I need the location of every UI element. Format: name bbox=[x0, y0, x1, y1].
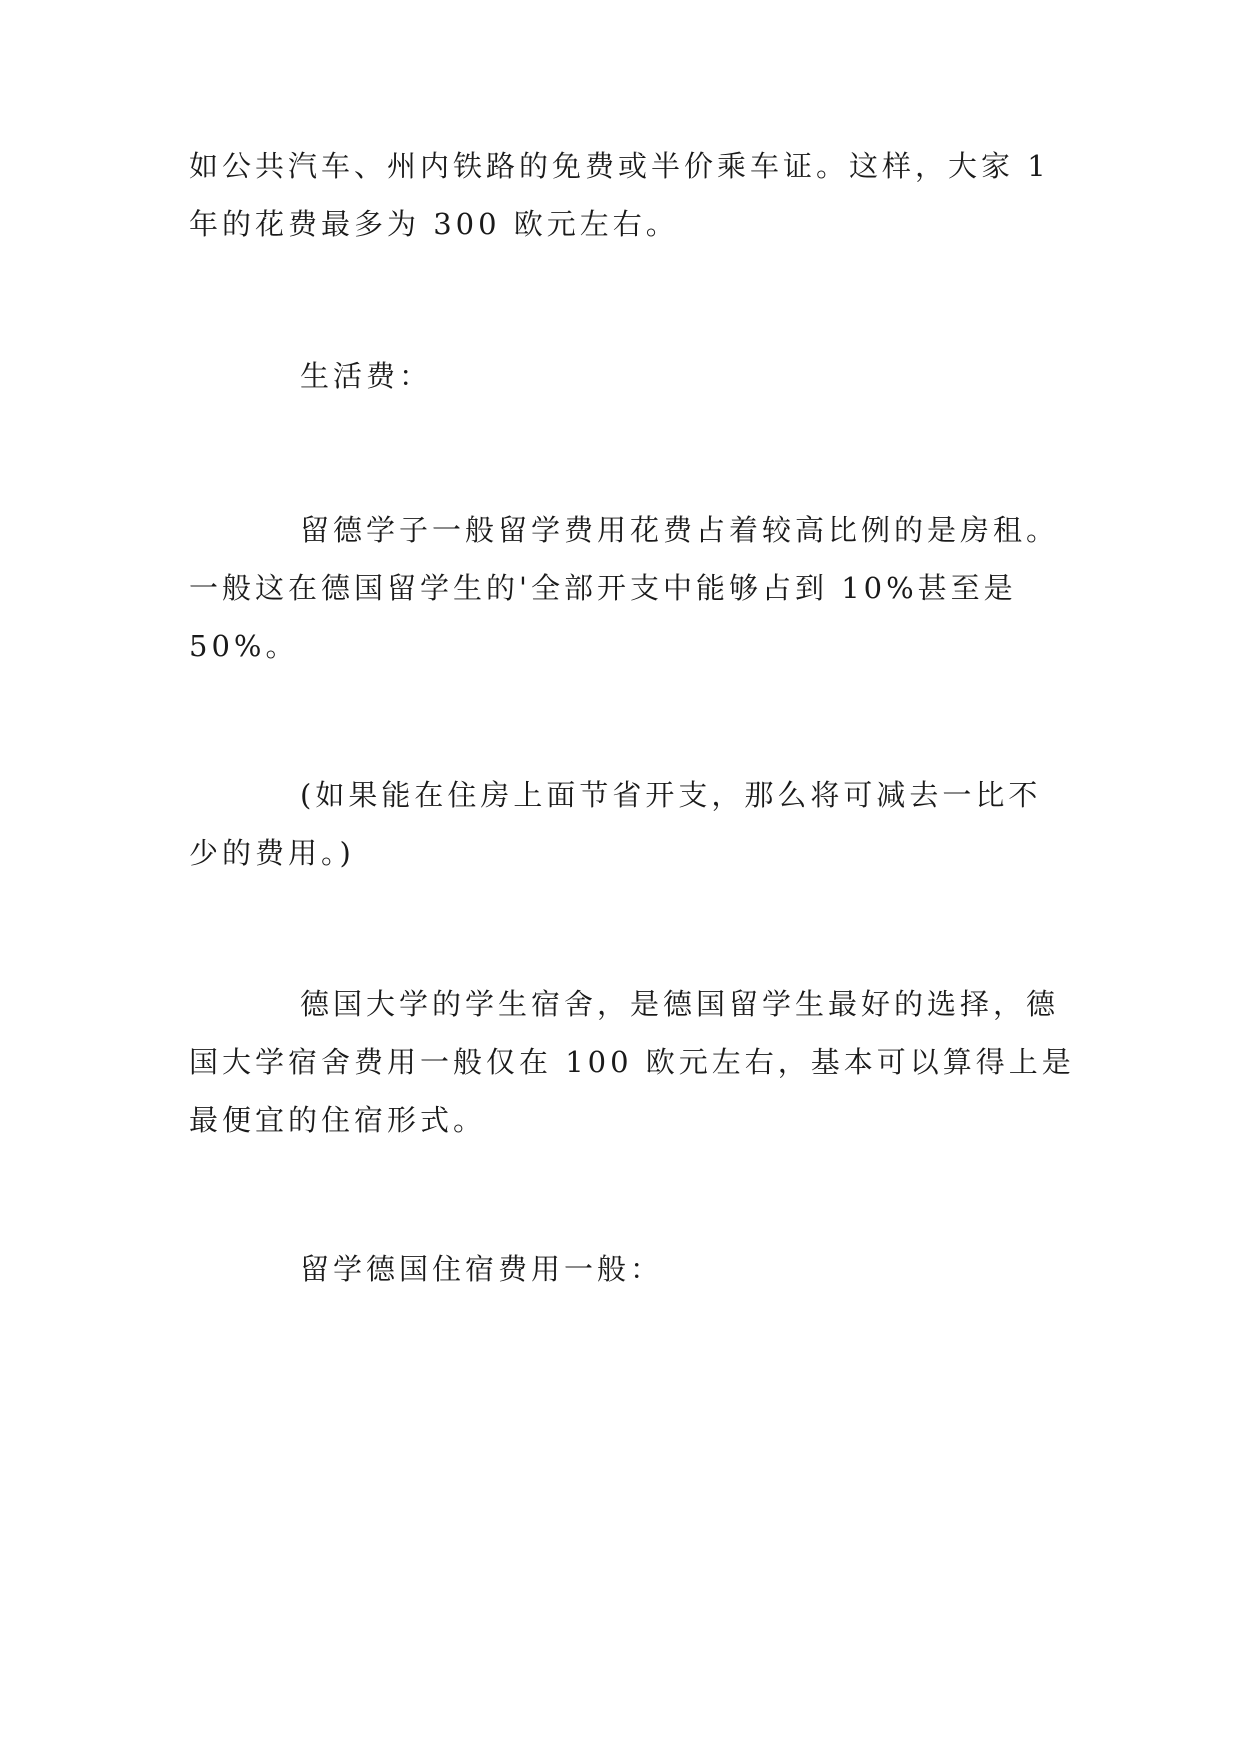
paragraph-line: 留德学子一般留学费用花费占着较高比例的是房租。 bbox=[300, 513, 1060, 547]
paragraph-line: 留学德国住宿费用一般： bbox=[300, 1252, 664, 1286]
paragraph-line: 一般这在德国留学生的'全部开支中能够占到 10%甚至是 bbox=[189, 571, 1017, 605]
paragraph-living-costs-heading bbox=[189, 347, 1049, 405]
paragraph-housing-savings bbox=[189, 766, 1049, 882]
paragraph-student-dorm bbox=[189, 975, 1075, 1149]
paragraph-rent-share bbox=[189, 501, 1060, 675]
paragraph-line: 50%。 bbox=[189, 629, 299, 663]
paragraph-transport-pass bbox=[189, 137, 1049, 253]
paragraph-line: 德国大学的学生宿舍，是德国留学生最好的选择，德 bbox=[300, 987, 1060, 1021]
paragraph-line: (如果能在住房上面节省开支，那么将可减去一比不 bbox=[300, 778, 1042, 812]
paragraph-line: 最便宜的住宿形式。 bbox=[189, 1103, 487, 1137]
paragraph-housing-costs-heading bbox=[189, 1240, 1049, 1298]
paragraph-line: 少的费用。) bbox=[189, 836, 355, 870]
paragraph-line: 如公共汽车、州内铁路的免费或半价乘车证。这样，大家 1 bbox=[189, 149, 1050, 183]
paragraph-line: 年的花费最多为 300 欧元左右。 bbox=[189, 207, 679, 241]
paragraph-line: 国大学宿舍费用一般仅在 100 欧元左右，基本可以算得上是 bbox=[189, 1045, 1075, 1079]
paragraph-line: 生活费： bbox=[300, 359, 433, 393]
